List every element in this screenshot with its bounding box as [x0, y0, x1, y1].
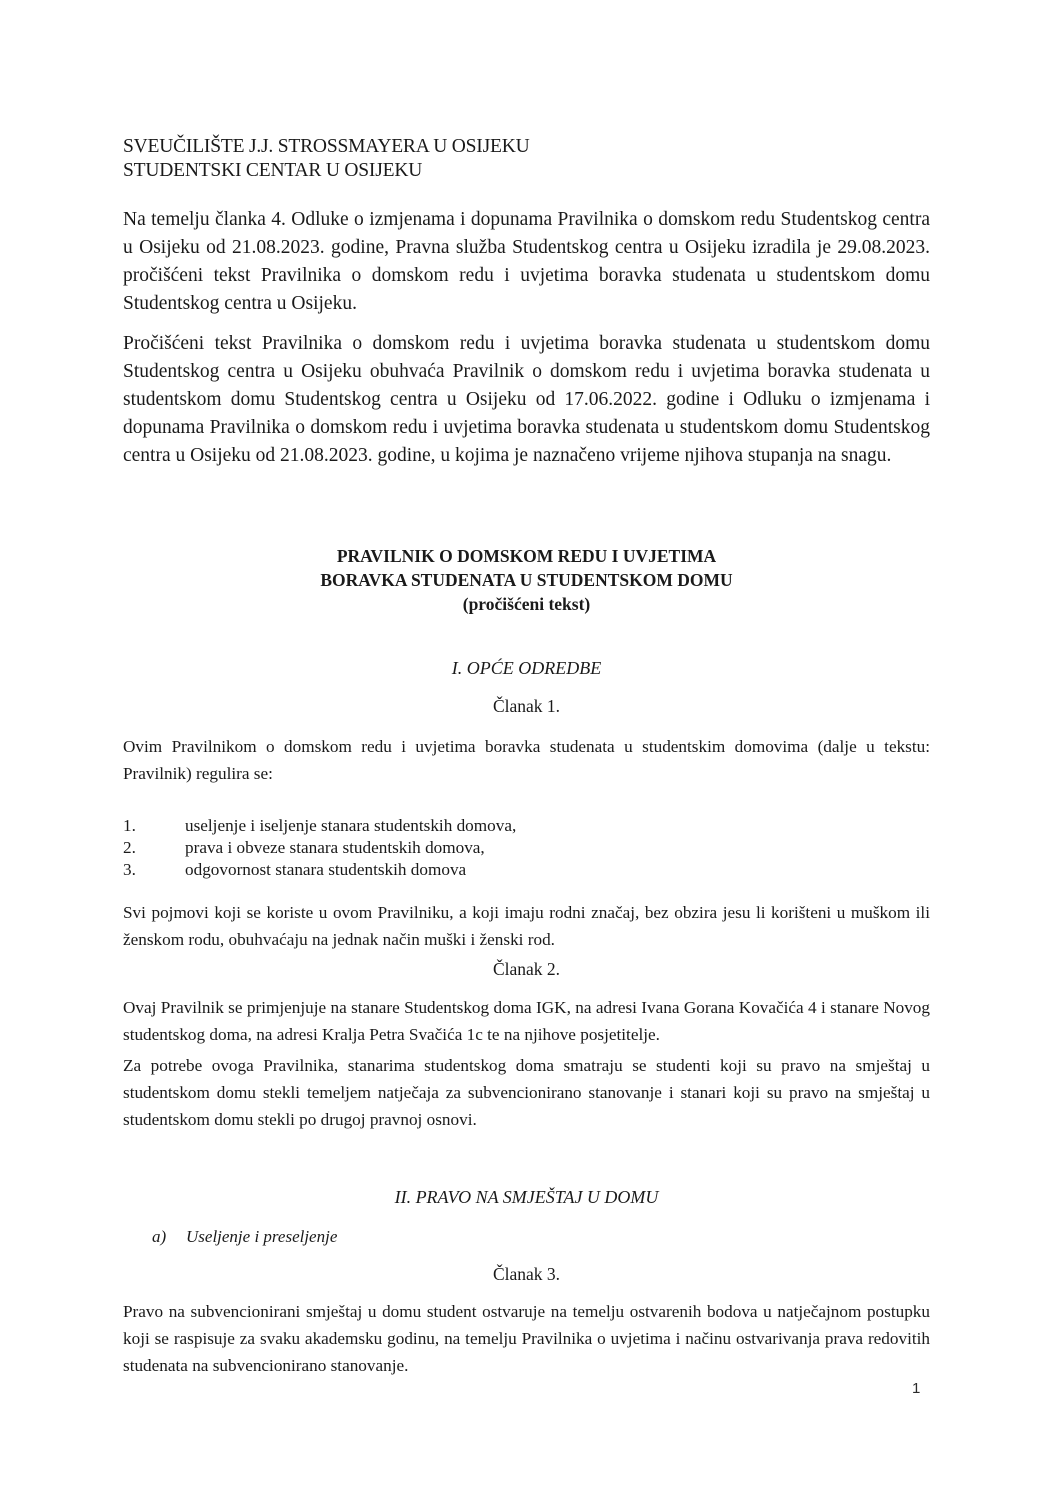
list-item-text: odgovornost stanara studentskih domova [185, 860, 467, 879]
list-item-text: useljenje i iseljenje stanara studentskih domova, [185, 816, 517, 835]
list-item-text: prava i obveze stanara studentskih domova, [185, 838, 485, 857]
document-title-subtitle: (pročišćeni tekst) [462, 594, 591, 614]
list-item-number: 1. [123, 816, 136, 835]
intro-paragraph-1: Na temelju članka 4. Odluke o izmjenama i dopunama Pravilnika o domskom redu Studentskog centra u Osijeku od 21.08.2023. godine, Pravna služba Studentskog centra u Osijeku izradila je 29.08.2023. pročišćeni tekst Pravilnika o domskom redu i uvjetima boravka studenata u studentskom domu Studentskog centra u Osijeku. [123, 209, 930, 314]
article-2-paragraph-2: Za potrebe ovoga Pravilnika, stanarima studentskog doma smatraju se studenti koji su pravo na smještaj u studentskom domu stekli temeljem natječaja za subvencionirano stanovanje i stanari koji su pravo na smještaj u studentskom domu stekli po drugoj pravnoj osnovi. [123, 1056, 930, 1129]
list-item-number: 2. [123, 838, 136, 857]
subsection-letter: a) [152, 1227, 167, 1246]
article-heading-2: Članak 2. [492, 959, 561, 979]
institution-name: SVEUČILIŠTE J.J. STROSSMAYERA U OSIJEKU [123, 136, 530, 157]
list-item-number: 3. [123, 860, 136, 879]
article-1-paragraph: Svi pojmovi koji se koriste u ovom Pravilniku, a koji imaju rodni značaj, bez obzira jesu li korišteni u muškom ili ženskom rodu, obuhvaćaju na jednak način muški i ženski rod. [123, 903, 930, 949]
section-heading-2: II. PRAVO NA SMJEŠTAJ U DOMU [394, 1187, 659, 1207]
list-item [123, 859, 466, 881]
article-heading-3: Članak 3. [492, 1264, 561, 1284]
document-title-line-1: PRAVILNIK O DOMSKOM REDU I UVJETIMA [336, 546, 717, 566]
list-item [123, 837, 485, 859]
intro-paragraph-2: Pročišćeni tekst Pravilnika o domskom redu i uvjetima boravka studenata u studentskom domu Studentskog centra u Osijeku obuhvaća Pravilnik o domskom redu i uvjetima boravka studenata u studentskom domu Studentskog centra u Osijeku od 17.06.2022. godine i Odluku o izmjenama i dopunama Pravilnika o domskom redu i uvjetima boravka studenata u studentskom domu Studentskog centra u Osijeku od 21.08.2023. godine, u kojima je naznačeno vrijeme njihova stupanja na snagu. [123, 333, 930, 466]
article-2-paragraph-1: Ovaj Pravilnik se primjenjuje na stanare Studentskog doma IGK, na adresi Ivana Gorana Kovačića 4 i stanare Novog studentskog doma, na adresi Kralja Petra Svačića 1c te na njihove posjetitelje. [123, 998, 930, 1044]
list-item [123, 815, 516, 837]
institution-subname: STUDENTSKI CENTAR U OSIJEKU [123, 160, 423, 181]
article-heading-1: Članak 1. [492, 696, 561, 716]
document-title-line-2: BORAVKA STUDENATA U STUDENTSKOM DOMU [320, 570, 733, 590]
page-number: 1 [912, 1380, 921, 1397]
subsection-heading [152, 1226, 337, 1248]
article-3-paragraph: Pravo na subvencionirani smještaj u domu student ostvaruje na temelju ostvarenih bodova u natječajnom postupku koji se raspisuje za svaku akademsku godinu, na temelju Pravilnika o uvjetima i načinu ostvarivanja prava redovitih studenata na subvencionirano stanovanje. [123, 1302, 930, 1375]
section-heading-1: I. OPĆE ODREDBE [451, 658, 602, 678]
subsection-title: Useljenje i preseljenje [186, 1227, 338, 1246]
article-1-intro: Ovim Pravilnikom o domskom redu i uvjetima boravka studenata u studentskim domovima (dalje u tekstu: Pravilnik) regulira se: [123, 737, 930, 783]
